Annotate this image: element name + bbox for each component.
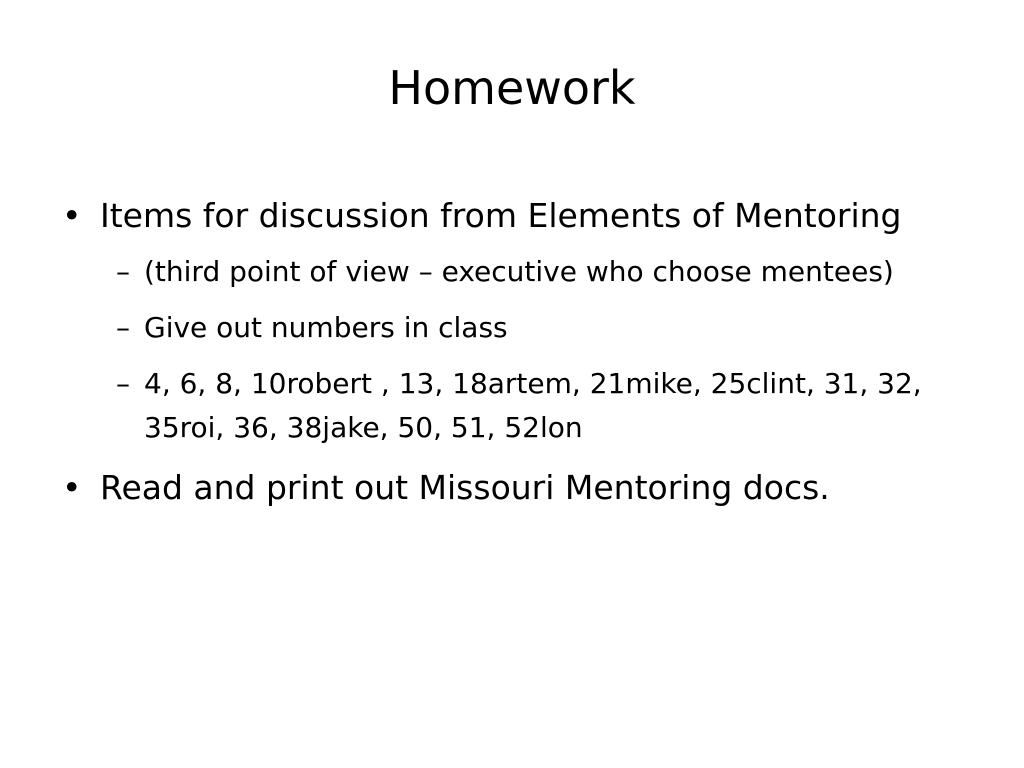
sub-bullet-text: (third point of view – executive who choose mentees) xyxy=(144,255,894,288)
bullet-item xyxy=(62,190,962,450)
sub-bullet-item xyxy=(100,306,962,350)
sub-bullet-item xyxy=(100,250,962,294)
sub-bullet-text: 4, 6, 8, 10robert , 13, 18artem, 21mike, 25clint, 31, 32, 35roi, 36, 38jake, 50, 51, 52lon xyxy=(144,367,922,444)
bullet-text: Read and print out Missouri Mentoring docs. xyxy=(100,468,830,507)
bullet-marker: • xyxy=(62,196,82,235)
bullet-item xyxy=(62,462,962,514)
sub-bullet-text: Give out numbers in class xyxy=(144,311,508,344)
sub-bullet-list xyxy=(100,250,962,450)
sub-bullet-item xyxy=(100,362,962,450)
bullet-marker: • xyxy=(62,468,82,507)
dash-marker: – xyxy=(116,255,130,288)
slide-title: Homework xyxy=(388,61,636,115)
bullet-list xyxy=(62,190,962,520)
bullet-text: Items for discussion from Elements of Mentoring xyxy=(100,196,902,235)
dash-marker: – xyxy=(116,367,130,400)
dash-marker: – xyxy=(116,311,130,344)
